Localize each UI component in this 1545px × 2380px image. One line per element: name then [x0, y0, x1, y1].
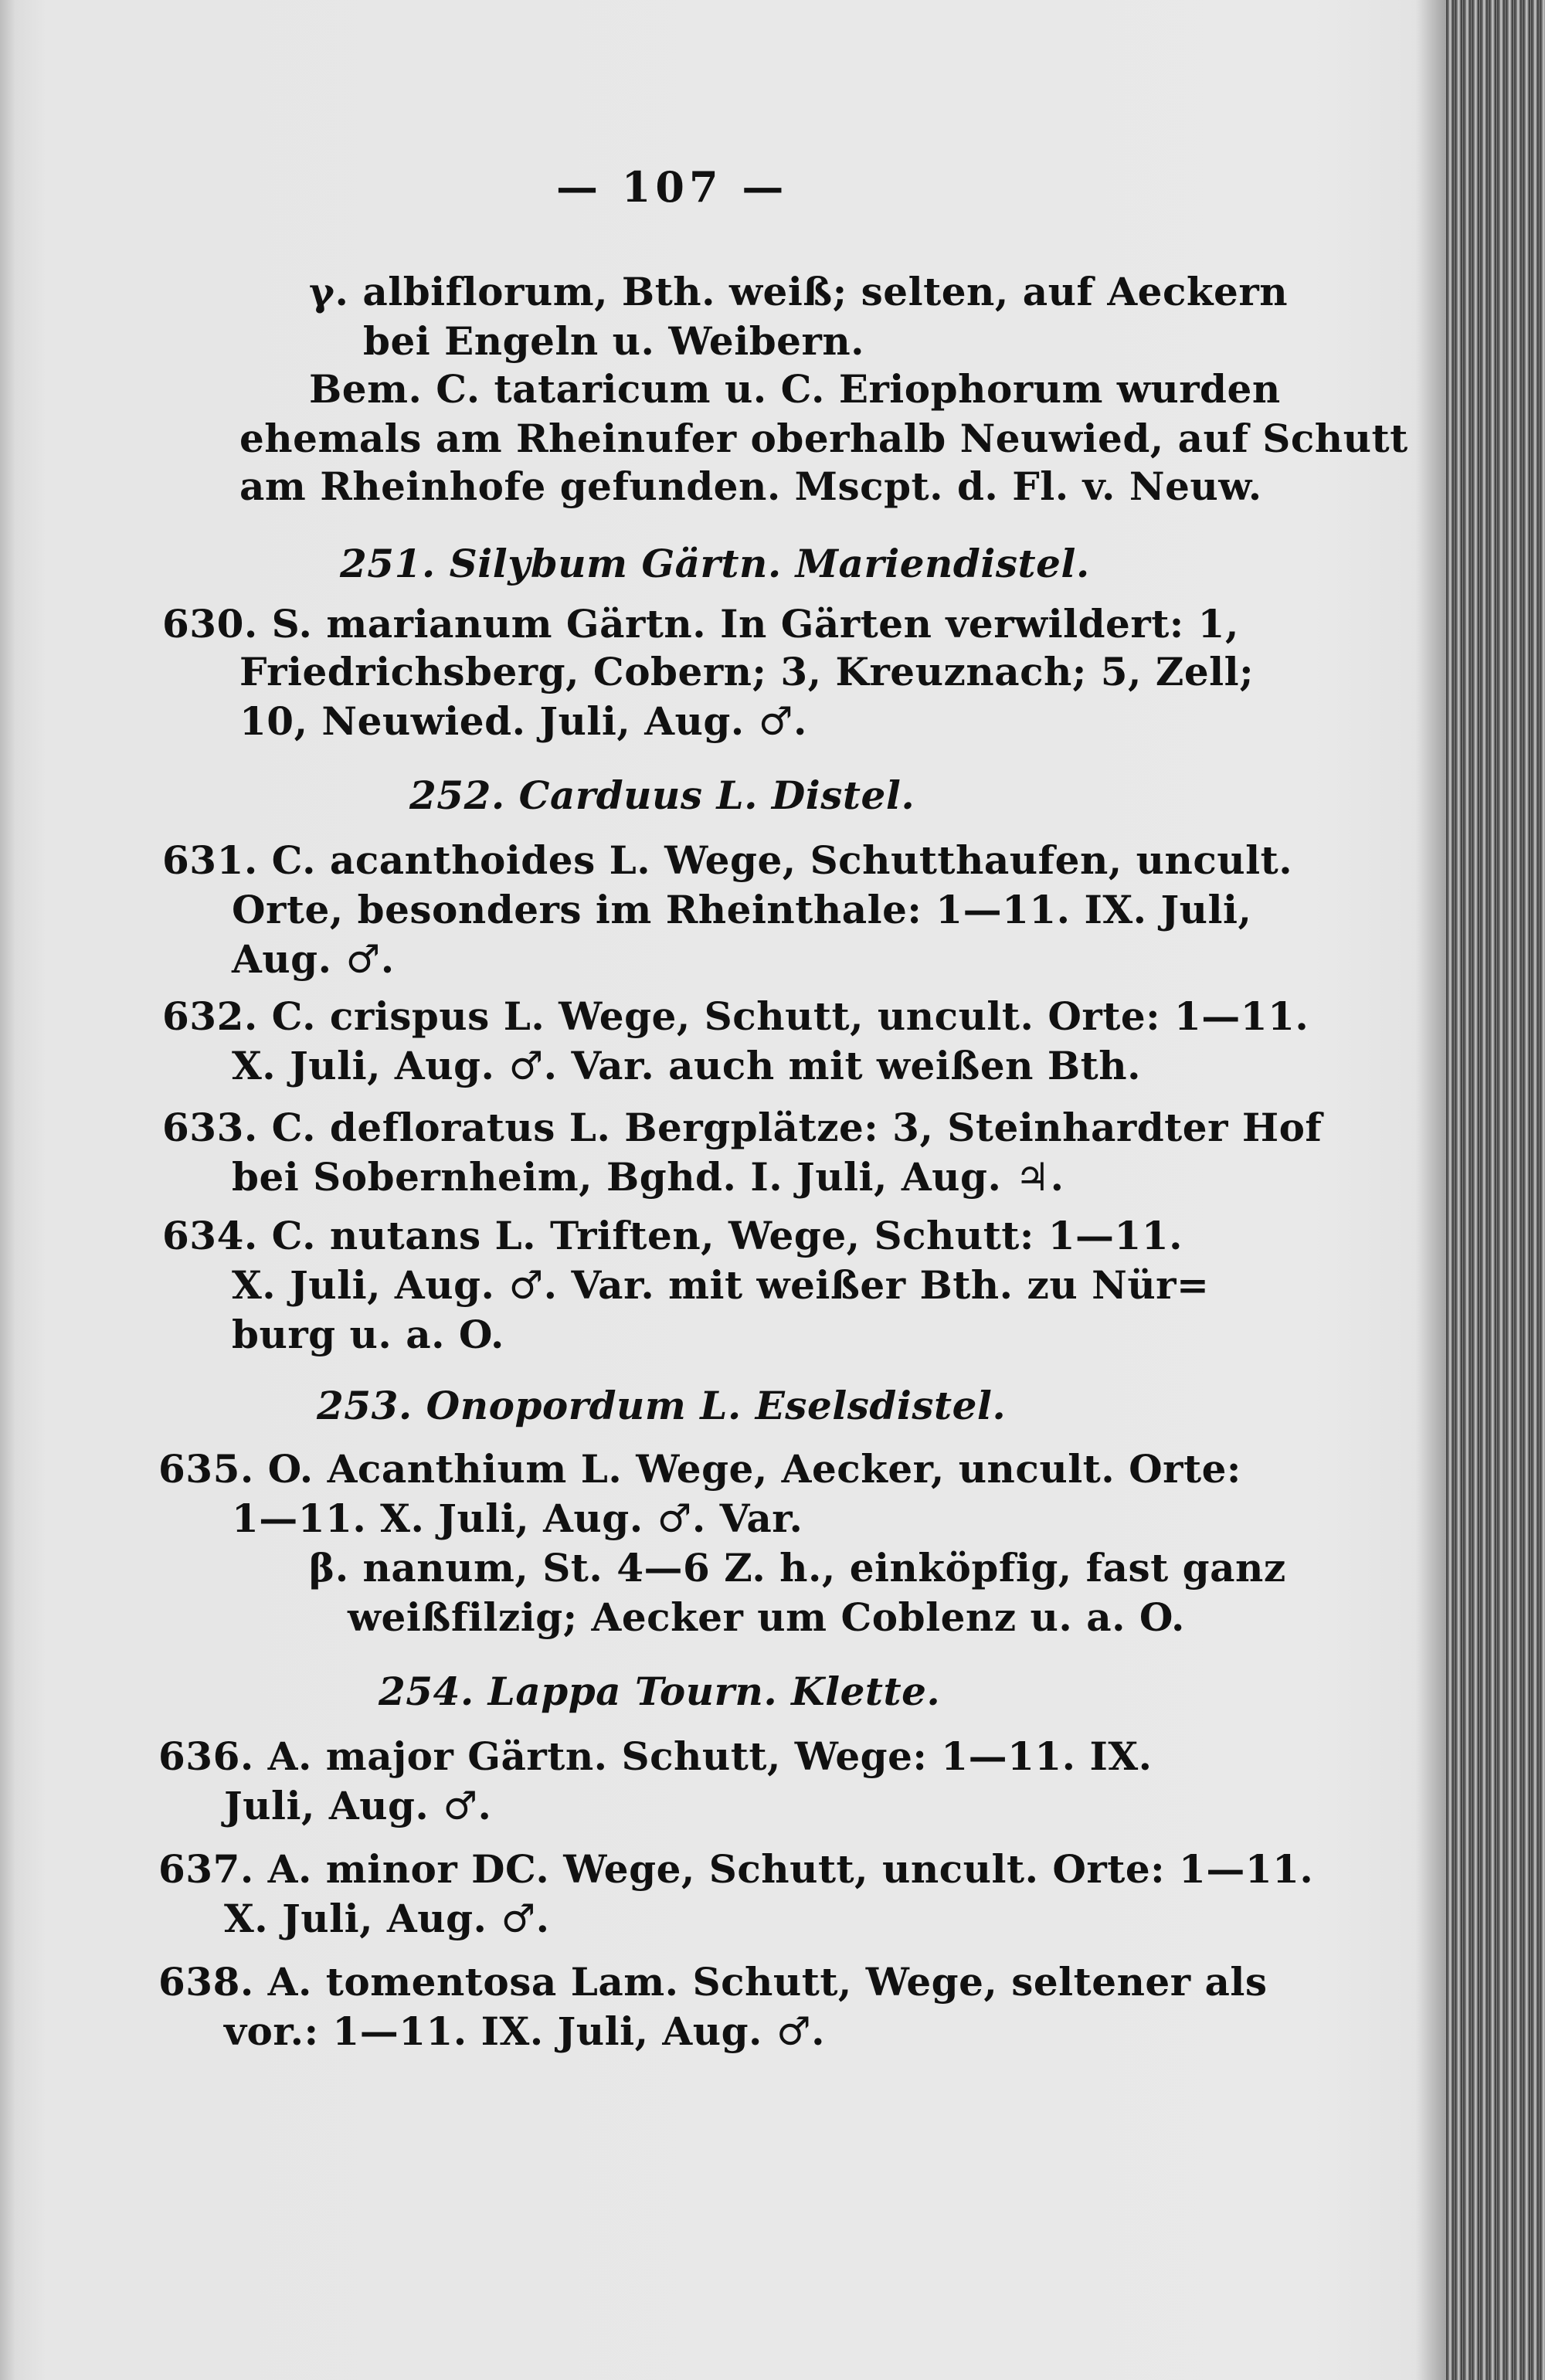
- text-line: Bem. C. tataricum u. C. Eriophorum wurden: [309, 366, 1281, 412]
- page-edges: [1446, 0, 1545, 2380]
- text-line: X. Juli, Aug. ♂. Var. auch mit weißen Bth.: [232, 1043, 1142, 1088]
- text-line: 634. C. nutans L. Triften, Wege, Schutt: 1—11.: [162, 1213, 1183, 1258]
- genus-heading: 251. Silybum Gärtn. Mariendistel.: [340, 541, 1090, 586]
- text-line: burg u. a. O.: [232, 1312, 504, 1357]
- text-line: bei Engeln u. Weibern.: [363, 318, 865, 364]
- text-line: 630. S. marianum Gärtn. In Gärten verwildert: 1,: [162, 601, 1239, 647]
- text-line: 633. C. defloratus L. Bergplätze: 3, Steinhardter Hof: [162, 1105, 1323, 1150]
- text-line: 1—11. X. Juli, Aug. ♂. Var.: [232, 1496, 803, 1541]
- text-line: vor.: 1—11. IX. Juli, Aug. ♂.: [224, 2008, 826, 2054]
- text-line: Aug. ♂.: [232, 936, 395, 982]
- text-line: β. nanum, St. 4—6 Z. h., einköpfig, fast ganz: [309, 1545, 1286, 1591]
- text-line: 638. A. tomentosa Lam. Schutt, Wege, seltener als: [158, 1959, 1268, 2005]
- text-line: ehemals am Rheinufer oberhalb Neuwied, auf Schutt: [239, 416, 1408, 461]
- text-line: X. Juli, Aug. ♂. Var. mit weißer Bth. zu Nür=: [232, 1262, 1210, 1308]
- page-number: — 107 —: [556, 162, 789, 212]
- genus-heading: 253. Onopordum L. Eselsdistel.: [317, 1383, 1007, 1428]
- genus-heading: 254. Lappa Tourn. Klette.: [379, 1669, 941, 1714]
- text-line: 631. C. acanthoides L. Wege, Schutthaufen, uncult.: [162, 837, 1293, 883]
- text-line: weißfilzig; Aecker um Coblenz u. a. O.: [348, 1594, 1185, 1640]
- text-line: 632. C. crispus L. Wege, Schutt, uncult. Orte: 1—11.: [162, 993, 1309, 1039]
- text-line: X. Juli, Aug. ♂.: [224, 1896, 550, 1941]
- text-line: 635. O. Acanthium L. Wege, Aecker, uncult. Orte:: [158, 1446, 1241, 1492]
- text-line: Orte, besonders im Rheinthale: 1—11. IX. Juli,: [232, 887, 1252, 932]
- text-line: 637. A. minor DC. Wege, Schutt, uncult. Orte: 1—11.: [158, 1846, 1314, 1892]
- genus-heading: 252. Carduus L. Distel.: [409, 772, 915, 818]
- text-line: 10, Neuwied. Juli, Aug. ♂.: [239, 698, 807, 744]
- text-line: Juli, Aug. ♂.: [224, 1783, 492, 1828]
- text-line: 636. A. major Gärtn. Schutt, Wege: 1—11. IX.: [158, 1733, 1153, 1779]
- text-line: am Rheinhofe gefunden. Mscpt. d. Fl. v. Neuw.: [239, 463, 1262, 509]
- text-line: γ. albiflorum, Bth. weiß; selten, auf Aeckern: [309, 269, 1289, 314]
- text-line: Friedrichsberg, Cobern; 3, Kreuznach; 5, Zell;: [239, 649, 1255, 694]
- text-line: bei Sobernheim, Bghd. I. Juli, Aug. ♃.: [232, 1154, 1065, 1200]
